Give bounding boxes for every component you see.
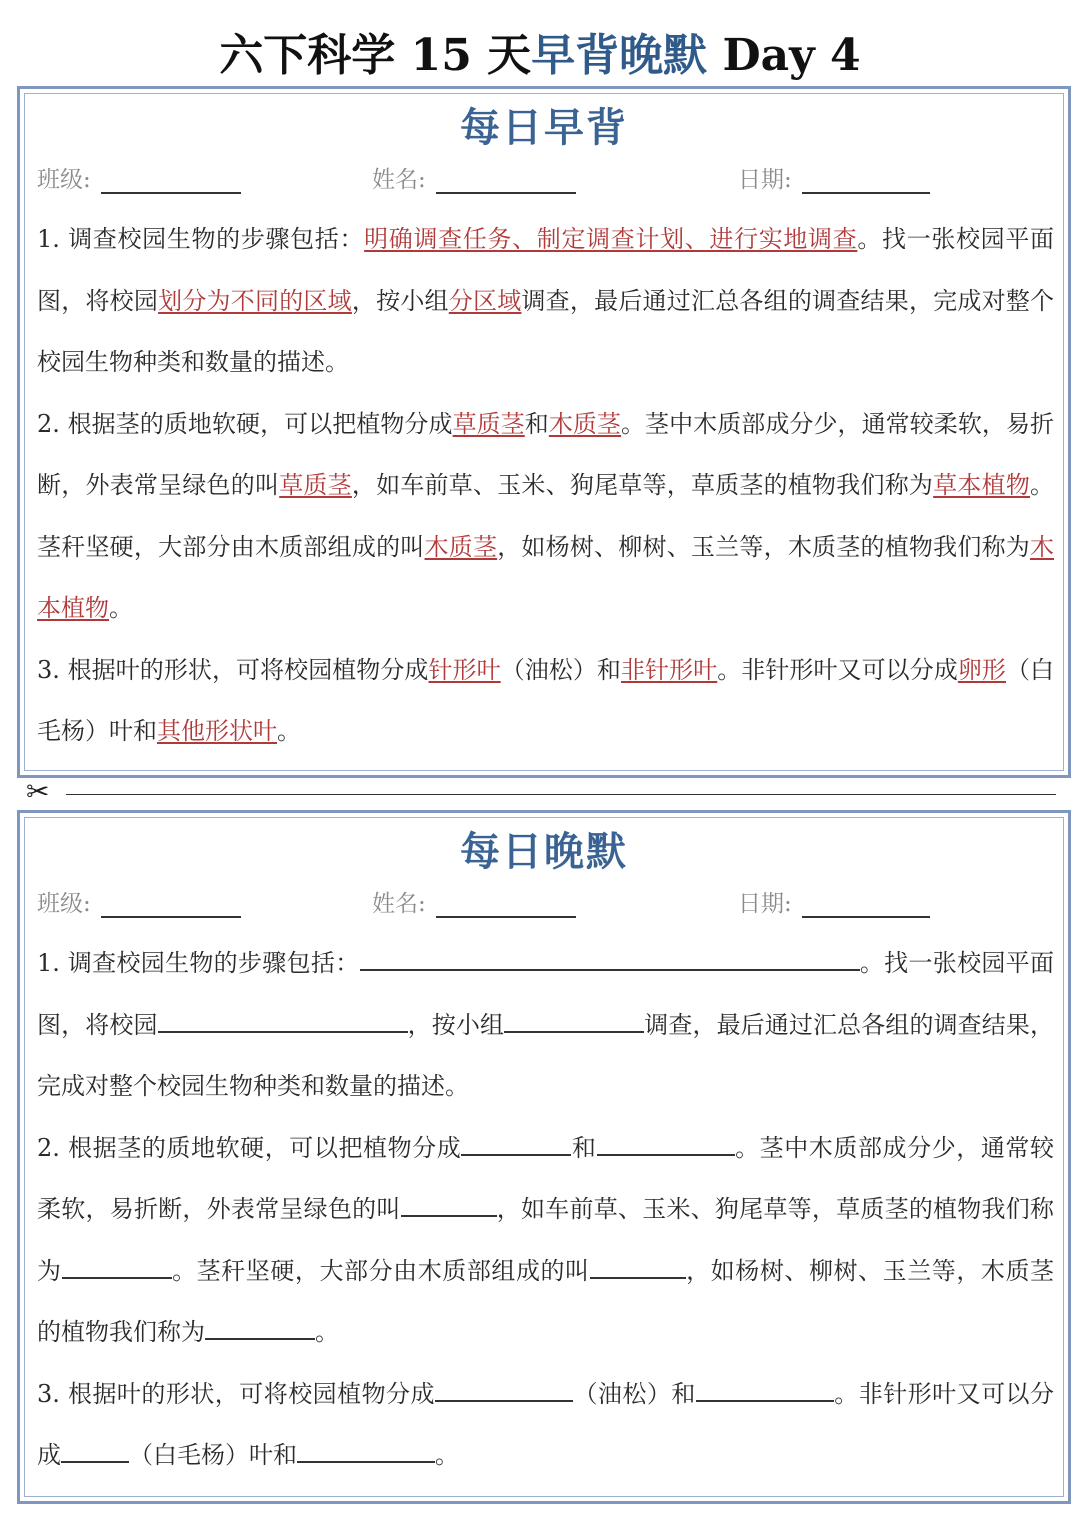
answer: 非针形叶 — [621, 655, 718, 684]
name-label: 姓名: — [372, 167, 426, 193]
answer: 卵形 — [957, 655, 1006, 684]
date-blank[interactable] — [802, 166, 930, 194]
morning-recite-panel — [17, 86, 1071, 778]
fill-blank[interactable] — [158, 1007, 408, 1033]
class-field — [37, 161, 241, 194]
answer: 草本植物 — [933, 471, 1031, 499]
answer: 其他形状叶 — [157, 717, 277, 745]
answer: 针形叶 — [428, 655, 501, 684]
fill-blank[interactable] — [297, 1437, 435, 1463]
fill-blank[interactable] — [360, 945, 860, 971]
question-2: 2. 根据茎的质地软硬，可以把植物分成草质茎和木质茎。茎中木质部成分少，通常较柔软，易折断，外表常呈绿色的叫草质茎，如车前草、玉米、狗尾草等，草质茎的植物我们称为草本植物。茎秆坚硬，大部分由木质部组成的叫木质茎，如杨树、柳树、玉兰等，木质茎的植物我们称为木本植物。 — [37, 409, 1055, 622]
date-field — [738, 885, 930, 918]
cut-dashed-line — [66, 794, 1056, 795]
class-blank[interactable] — [101, 890, 241, 918]
fill-blank[interactable] — [401, 1191, 497, 1217]
answer: 木本植物 — [37, 532, 1055, 622]
evening-panel-title: 每日晚默 — [460, 828, 628, 875]
answer: 木质茎 — [548, 409, 621, 438]
question-1: 1. 调查校园生物的步骤包括：明确调查任务、制定调查计划、进行实地调查。找一张校园平面图，将校园划分为不同的区域，按小组分区域调查，最后通过汇总各组的调查结果，完成对整个校园生物种类和数量的描述。 — [37, 225, 1055, 376]
fill-blank[interactable] — [597, 1130, 735, 1156]
morning-content — [20, 209, 1068, 763]
date-label: 日期: — [738, 891, 792, 917]
question-1: 1. 调查校园生物的步骤包括： 。找一张校园平面图，将校园 ，按小组 调查，最后通过汇总各组的调查结果，完成对整个校园生物种类和数量的描述。 — [37, 933, 1054, 1118]
scissors-icon: ✂ — [26, 775, 50, 808]
question-3: 3. 根据叶的形状，可将校园植物分成针形叶（油松）和非针形叶。非针形叶又可以分成卵形（白毛杨）叶和其他形状叶。 — [37, 655, 1055, 745]
answer: 草质茎 — [279, 471, 352, 499]
fill-blank[interactable] — [61, 1437, 129, 1463]
answer: 分区域 — [448, 286, 522, 315]
title-suffix: Day 4 — [707, 30, 861, 81]
class-label: 班级: — [37, 891, 91, 917]
title-prefix: 六下科学 15 天 — [219, 30, 532, 81]
morning-panel-title: 每日早背 — [460, 104, 628, 151]
class-label: 班级: — [37, 167, 91, 193]
fill-blank[interactable] — [205, 1314, 315, 1340]
name-blank[interactable] — [436, 890, 576, 918]
fill-blank[interactable] — [435, 1376, 573, 1402]
answer: 明确调查任务、制定调查计划、进行实地调查 — [364, 225, 858, 253]
fill-blank[interactable] — [504, 1007, 644, 1033]
class-field — [37, 885, 241, 918]
date-field — [738, 161, 930, 194]
student-info-row — [20, 885, 1068, 925]
question-3: 3. 根据叶的形状，可将校园植物分成 （油松）和 。非针形叶又可以分成 （白毛杨）叶和 。 — [37, 1364, 1054, 1487]
page-title — [0, 28, 1080, 84]
name-blank[interactable] — [436, 166, 576, 194]
cut-line — [26, 775, 1056, 808]
evening-dictation-panel — [17, 810, 1071, 1504]
student-info-row — [20, 161, 1068, 201]
name-field — [372, 161, 576, 194]
evening-content — [20, 933, 1068, 1487]
answer: 划分为不同的区域 — [158, 286, 352, 315]
date-blank[interactable] — [802, 890, 930, 918]
fill-blank[interactable] — [62, 1253, 172, 1279]
answer: 木质茎 — [424, 532, 498, 561]
question-2: 2. 根据茎的质地软硬，可以把植物分成 和 。茎中木质部成分少，通常较柔软，易折断，外表常呈绿色的叫 ，如车前草、玉米、狗尾草等，草质茎的植物我们称为 。茎秆坚硬，大部分由木质部组成的叫 ，如杨树、柳树、玉兰等，木质茎的植物我们称为 。 — [37, 1118, 1054, 1364]
class-blank[interactable] — [101, 166, 241, 194]
title-highlight: 早背晚默 — [531, 30, 708, 81]
fill-blank[interactable] — [696, 1376, 834, 1402]
fill-blank[interactable] — [590, 1253, 686, 1279]
name-label: 姓名: — [372, 891, 426, 917]
answer: 草质茎 — [452, 409, 525, 438]
date-label: 日期: — [738, 167, 792, 193]
fill-blank[interactable] — [461, 1130, 571, 1156]
name-field — [372, 885, 576, 918]
